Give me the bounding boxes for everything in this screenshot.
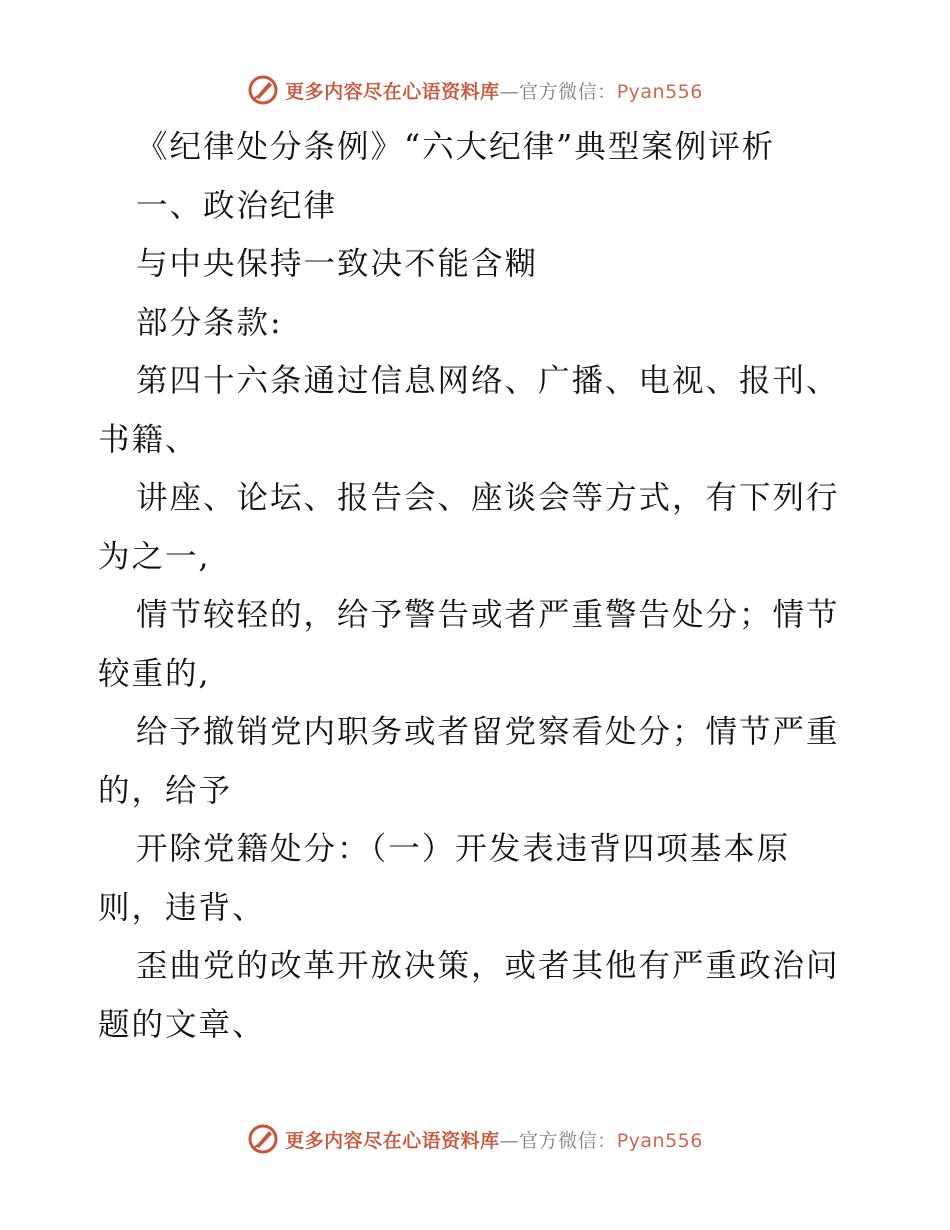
watermark-dash: — <box>499 1129 520 1152</box>
section-heading: 一、政治纪律 <box>136 187 338 224</box>
paragraph-line: 较重的, <box>98 655 211 692</box>
paragraph-line: 书籍、 <box>98 421 199 458</box>
watermark-text <box>285 1126 703 1153</box>
watermark-label: 官方微信： <box>519 80 617 103</box>
watermark-brand: 更多内容尽在心语资料库 <box>285 1129 500 1152</box>
watermark-text <box>285 77 703 104</box>
paragraph-line: 讲座、论坛、报告会、座谈会等方式，有下列行 <box>136 480 840 516</box>
watermark-label: 官方微信： <box>519 1129 617 1152</box>
watermark-id: Pyan556 <box>616 1129 703 1152</box>
paragraph-line: 开除党籍处分：（一）开发表违背四项基本原 <box>136 831 791 867</box>
watermark-dash: — <box>499 80 520 103</box>
paragraph-line: 情节较轻的，给予警告或者严重警告处分；情节 <box>136 597 840 633</box>
paragraph-line: 歪曲党的改革开放决策，或者其他有严重政治问 <box>136 948 840 984</box>
paragraph-line: 给予撤销党内职务或者留党察看处分；情节严重 <box>136 714 840 750</box>
header-watermark <box>0 70 950 110</box>
watermark-brand: 更多内容尽在心语资料库 <box>285 80 500 103</box>
quill-pen-logo-icon <box>247 1123 279 1155</box>
paragraph-line: 题的文章、 <box>98 1006 266 1043</box>
footer-watermark <box>0 1119 950 1159</box>
clause-label: 部分条款: <box>136 304 283 341</box>
paragraph-line: 的，给予 <box>98 772 233 809</box>
document-body <box>98 118 858 1054</box>
quill-pen-logo-icon <box>247 74 279 106</box>
document-title: 《纪律处分条例》“六大纪律”典型案例评析 <box>136 129 776 165</box>
sub-heading: 与中央保持一致决不能含糊 <box>136 246 539 282</box>
paragraph-line: 为之一, <box>98 538 211 575</box>
paragraph-line: 则，违背、 <box>98 889 266 926</box>
watermark-id: Pyan556 <box>616 80 703 103</box>
paragraph-line: 第四十六条通过信息网络、广播、电视、报刊、 <box>136 363 840 399</box>
